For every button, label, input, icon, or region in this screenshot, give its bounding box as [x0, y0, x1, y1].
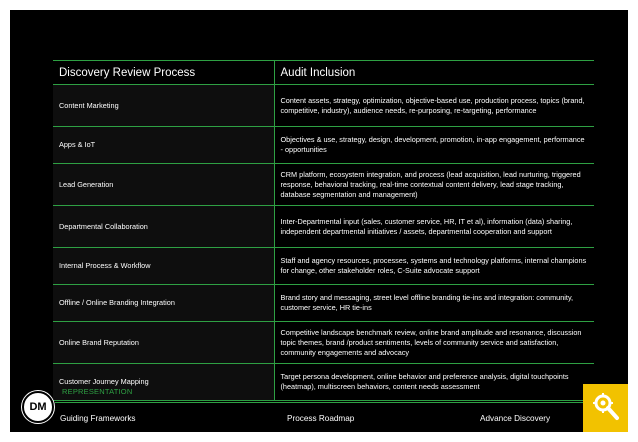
footer-divider: [55, 402, 615, 403]
header-audit-inclusion: Audit Inclusion: [274, 61, 594, 85]
process-cell: Lead Generation: [53, 164, 274, 206]
inclusion-cell: Brand story and messaging, street level offline branding tie-ins and integration: community, customer service, HR tie-ins: [274, 285, 594, 322]
corner-badge: [583, 384, 628, 432]
slide: [10, 10, 628, 432]
section-label: REPRESENTATION: [62, 387, 133, 396]
table-row: [53, 285, 594, 322]
process-cell: Customer Journey Mapping: [53, 364, 274, 401]
audit-table: [53, 60, 594, 401]
inclusion-cell: Staff and agency resources, processes, systems and technology platforms, internal champions for change, other stakeholder roles, C-Suite advocate support: [274, 248, 594, 285]
table-row: [53, 364, 594, 401]
table-row: [53, 85, 594, 127]
inclusion-cell: Target persona development, online behavior and preference analysis, digital touchpoints (heatmap), multiscreen behaviors, content needs assessment: [274, 364, 594, 401]
table-row: [53, 206, 594, 248]
inclusion-cell: CRM platform, ecosystem integration, and process (lead acquisition, lead nurturing, triggered response, behavioral tracking, real-time contextual content delivery, lead stage tracking, database segmentation and management): [274, 164, 594, 206]
process-cell: Apps & IoT: [53, 127, 274, 164]
table-row: [53, 164, 594, 206]
table-row: [53, 127, 594, 164]
table-row: [53, 322, 594, 364]
inclusion-cell: Competitive landscape benchmark review, online brand amplitude and resonance, discussion topic themes, brand /product sentiments, levels of community service and satisfaction, community engagements and advocacy: [274, 322, 594, 364]
inclusion-cell: Inter-Departmental input (sales, customer service, HR, IT et al), information (data) sharing, independent departmental initiatives / assets, departmental cooperation and support: [274, 206, 594, 248]
table-header-row: [53, 61, 594, 85]
process-cell: Departmental Collaboration: [53, 206, 274, 248]
dm-logo: DM: [22, 391, 54, 423]
table-row: [53, 248, 594, 285]
process-cell: Content Marketing: [53, 85, 274, 127]
footer-process-roadmap[interactable]: Process Roadmap: [287, 414, 355, 423]
process-cell: Internal Process & Workflow: [53, 248, 274, 285]
magnifier-gear-icon: [592, 392, 620, 422]
footer-advance-discovery[interactable]: Advance Discovery: [480, 414, 551, 423]
process-cell: Offline / Online Branding Integration: [53, 285, 274, 322]
header-discovery-review-process: Discovery Review Process: [53, 61, 274, 85]
footer-guiding-frameworks[interactable]: Guiding Frameworks: [60, 414, 136, 423]
process-cell: Online Brand Reputation: [53, 322, 274, 364]
inclusion-cell: Content assets, strategy, optimization, objective-based use, production process, topics (brand, competitive, industry), audience needs, re-purposing, re-targeting, performance: [274, 85, 594, 127]
inclusion-cell: Objectives & use, strategy, design, development, promotion, in-app engagement, performance - opportunities: [274, 127, 594, 164]
